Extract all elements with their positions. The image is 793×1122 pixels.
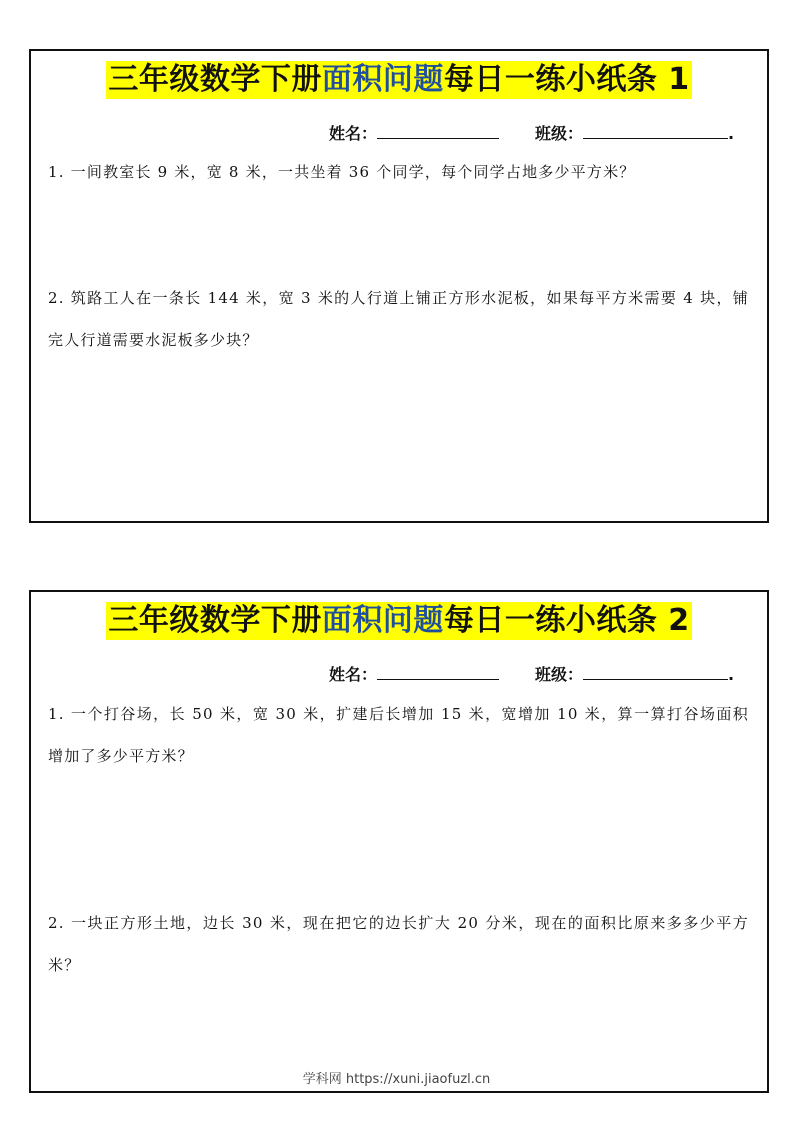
title-highlight: 面积问题	[321, 62, 444, 97]
class-blank	[583, 122, 728, 139]
name-blank	[377, 663, 499, 680]
class-end-mark: .	[728, 665, 735, 684]
title-suffix: 每日一练小纸条 1	[443, 62, 690, 97]
class-end-mark: .	[728, 124, 735, 143]
name-blank	[377, 122, 499, 139]
worksheet-card-2	[29, 590, 769, 1093]
question-2: 2. 筑路工人在一条长 144 米，宽 3 米的人行道上铺正方形水泥板，如果每平方米需要 4 块，铺完人行道需要水泥板多少块？	[48, 289, 749, 349]
card-title	[106, 61, 691, 99]
name-label: 姓名：	[329, 124, 378, 143]
title-prefix: 三年级数学下册	[108, 603, 322, 638]
title-highlight: 面积问题	[321, 603, 444, 638]
name-label: 姓名：	[329, 665, 378, 684]
question-1: 1. 一间教室长 9 米，宽 8 米，一共坐着 36 个同学，每个同学占地多少平方米？	[48, 163, 636, 181]
card-title-row	[31, 61, 767, 99]
title-prefix: 三年级数学下册	[108, 62, 322, 97]
question-2: 2. 一块正方形土地，边长 30 米，现在把它的边长扩大 20 分米，现在的面积比原来多多少平方米？	[48, 914, 749, 974]
class-label: 班级：	[535, 665, 584, 684]
footer-watermark: 学科网 https://xuni.jiaofuzl.cn	[302, 1072, 491, 1087]
question-1: 1. 一个打谷场，长 50 米，宽 30 米，扩建后长增加 15 米，宽增加 10 米，算一算打谷场面积增加了多少平方米？	[48, 705, 749, 765]
title-suffix: 每日一练小纸条 2	[443, 603, 690, 638]
student-info-row	[329, 663, 734, 686]
class-label: 班级：	[535, 124, 584, 143]
card-title-row	[31, 602, 767, 640]
card-title	[106, 602, 691, 640]
class-blank	[583, 663, 728, 680]
worksheet-card-1	[29, 49, 769, 523]
student-info-row	[329, 122, 734, 145]
